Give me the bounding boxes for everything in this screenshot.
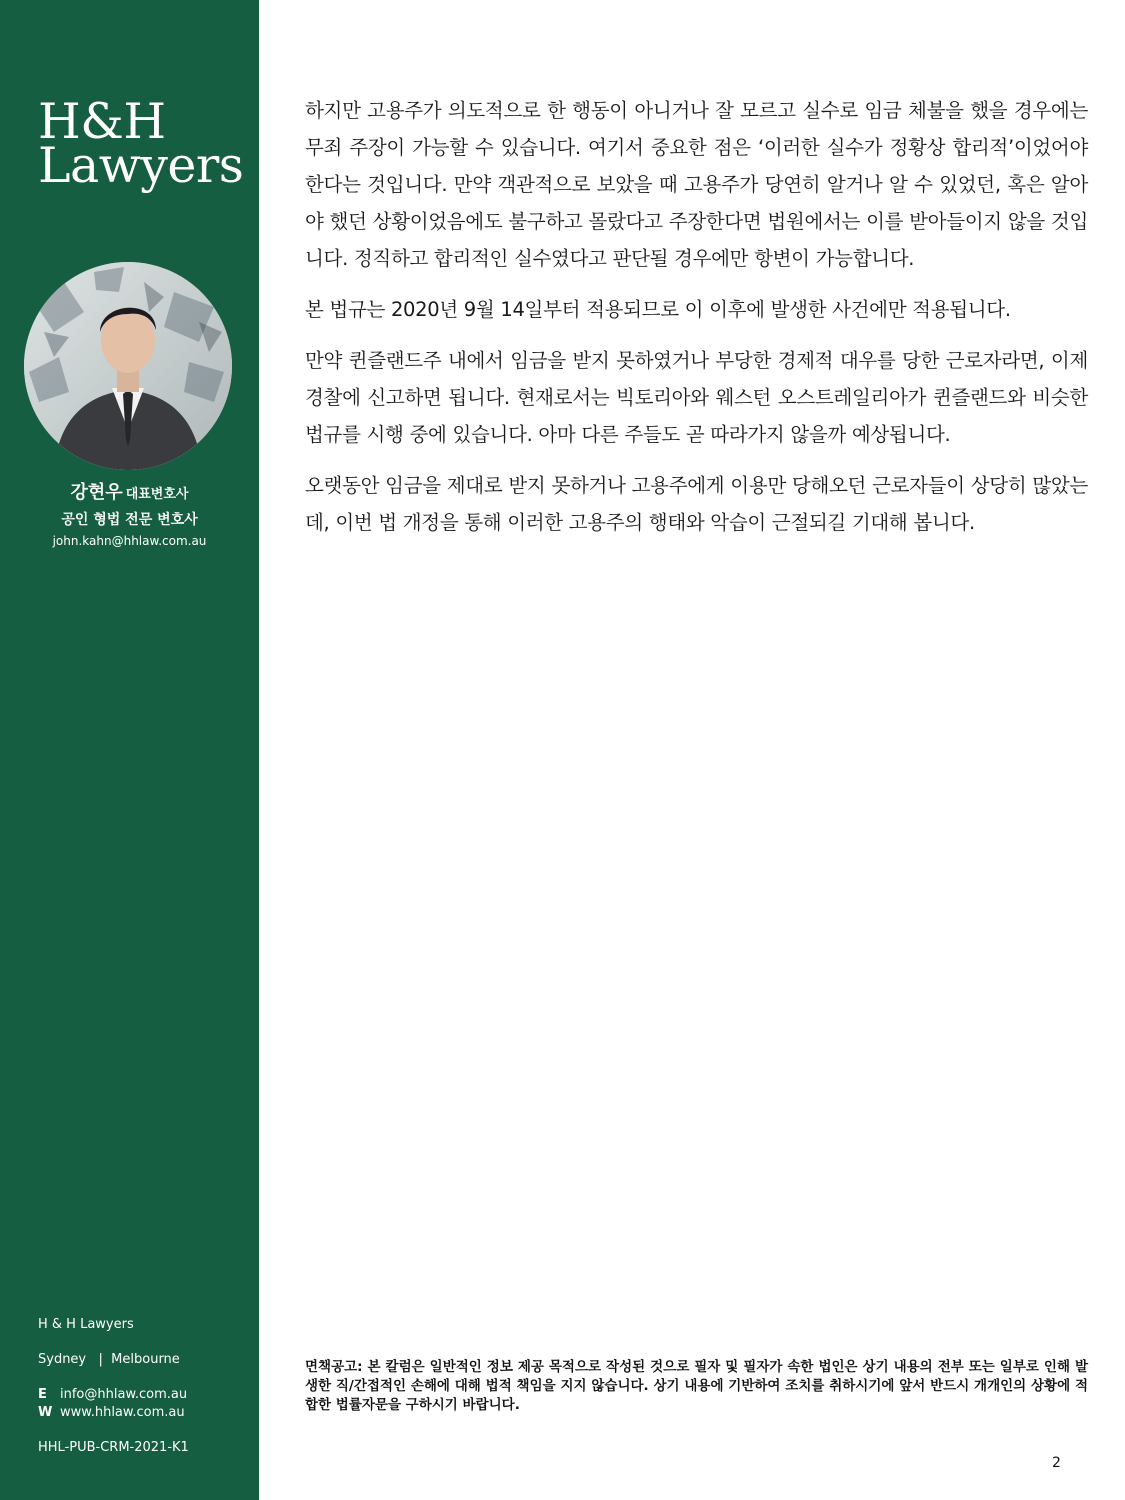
paragraph-3: 만약 퀸즐랜드주 내에서 임금을 받지 못하였거나 부당한 경제적 대우를 당한 근로자라면, 이제 경찰에 신고하면 됩니다. 현재로서는 빅토리아와 웨스턴 오스트레일리아가 퀸즐랜드와 비슷한 법규를 시행 중에 있습니다. 아마 다른 주들도 곧 따라가지 않을까 예상됩니다. (305, 349, 1088, 446)
web-key: W (38, 1405, 53, 1420)
avatar (24, 262, 232, 470)
paragraph-2: 본 법규는 2020년 9월 14일부터 적용되므로 이 이후에 발생한 사건에만 적용됩니다. (305, 298, 1011, 321)
sidebar (0, 0, 259, 1500)
logo-line-2: Lawyers (38, 137, 244, 194)
paragraph-4: 오랫동안 임금을 제대로 받지 못하거나 고용주에게 이용만 당해오던 근로자들이 상당히 많았는데, 이번 법 개정을 통해 이러한 고용주의 행태와 악습이 근절되길 기대해 봅니다. (305, 474, 1088, 534)
lawyer-portrait-image (24, 262, 232, 470)
lawyer-title: 대표변호사 (125, 487, 189, 502)
lawyer-email[interactable]: john.kahn@hhlaw.com.au (52, 534, 207, 548)
firm-website[interactable]: www.hhlaw.com.au (60, 1405, 185, 1420)
email-key: E (38, 1387, 47, 1402)
lawyer-profile (0, 480, 259, 550)
firm-logo (38, 93, 244, 194)
publication-code: HHL-PUB-CRM-2021-K1 (38, 1440, 189, 1455)
disclaimer: 면책공고: 본 칼럼은 일반적인 정보 제공 목적으로 작성된 것으로 필자 및 필자가 속한 법인은 상기 내용의 전부 또는 일부로 인해 발생한 직/간접적인 손해에 대해 법적 책임을 지지 않습니다. 상기 내용에 기반하여 조치를 취하시기에 앞서 반드시 개개인의 상황에 적합한 법률자문을 구하시기 바랍니다. (305, 1359, 1088, 1413)
firm-name: H & H Lawyers (38, 1317, 134, 1332)
sidebar-footer (38, 1316, 189, 1457)
office-locations: Sydney | Melbourne (38, 1352, 180, 1367)
firm-email[interactable]: info@hhlaw.com.au (60, 1387, 188, 1402)
lawyer-name: 강현우 (70, 482, 123, 503)
paragraph-1: 하지만 고용주가 의도적으로 한 행동이 아니거나 잘 모르고 실수로 임금 체불을 했을 경우에는 무죄 주장이 가능할 수 있습니다. 여기서 중요한 점은 ‘이러한 실수가 정황상 합리적’이었어야 한다는 것입니다. 만약 객관적으로 보았을 때 고용주가 당연히 알거나 알 수 있었던, 혹은 알아야 했던 상황이었음에도 불구하고 몰랐다고 주장한다면 법원에서는 이를 받아들이지 않을 것입니다. 정직하고 합리적인 실수였다고 판단될 경우에만 항변이 가능합니다. (305, 99, 1088, 270)
page-number: 2 (1052, 1455, 1061, 1471)
article-body (305, 92, 1088, 555)
lawyer-specialty: 공인 형법 전문 변호사 (61, 512, 198, 528)
logo-line-1: H&H (38, 93, 166, 150)
